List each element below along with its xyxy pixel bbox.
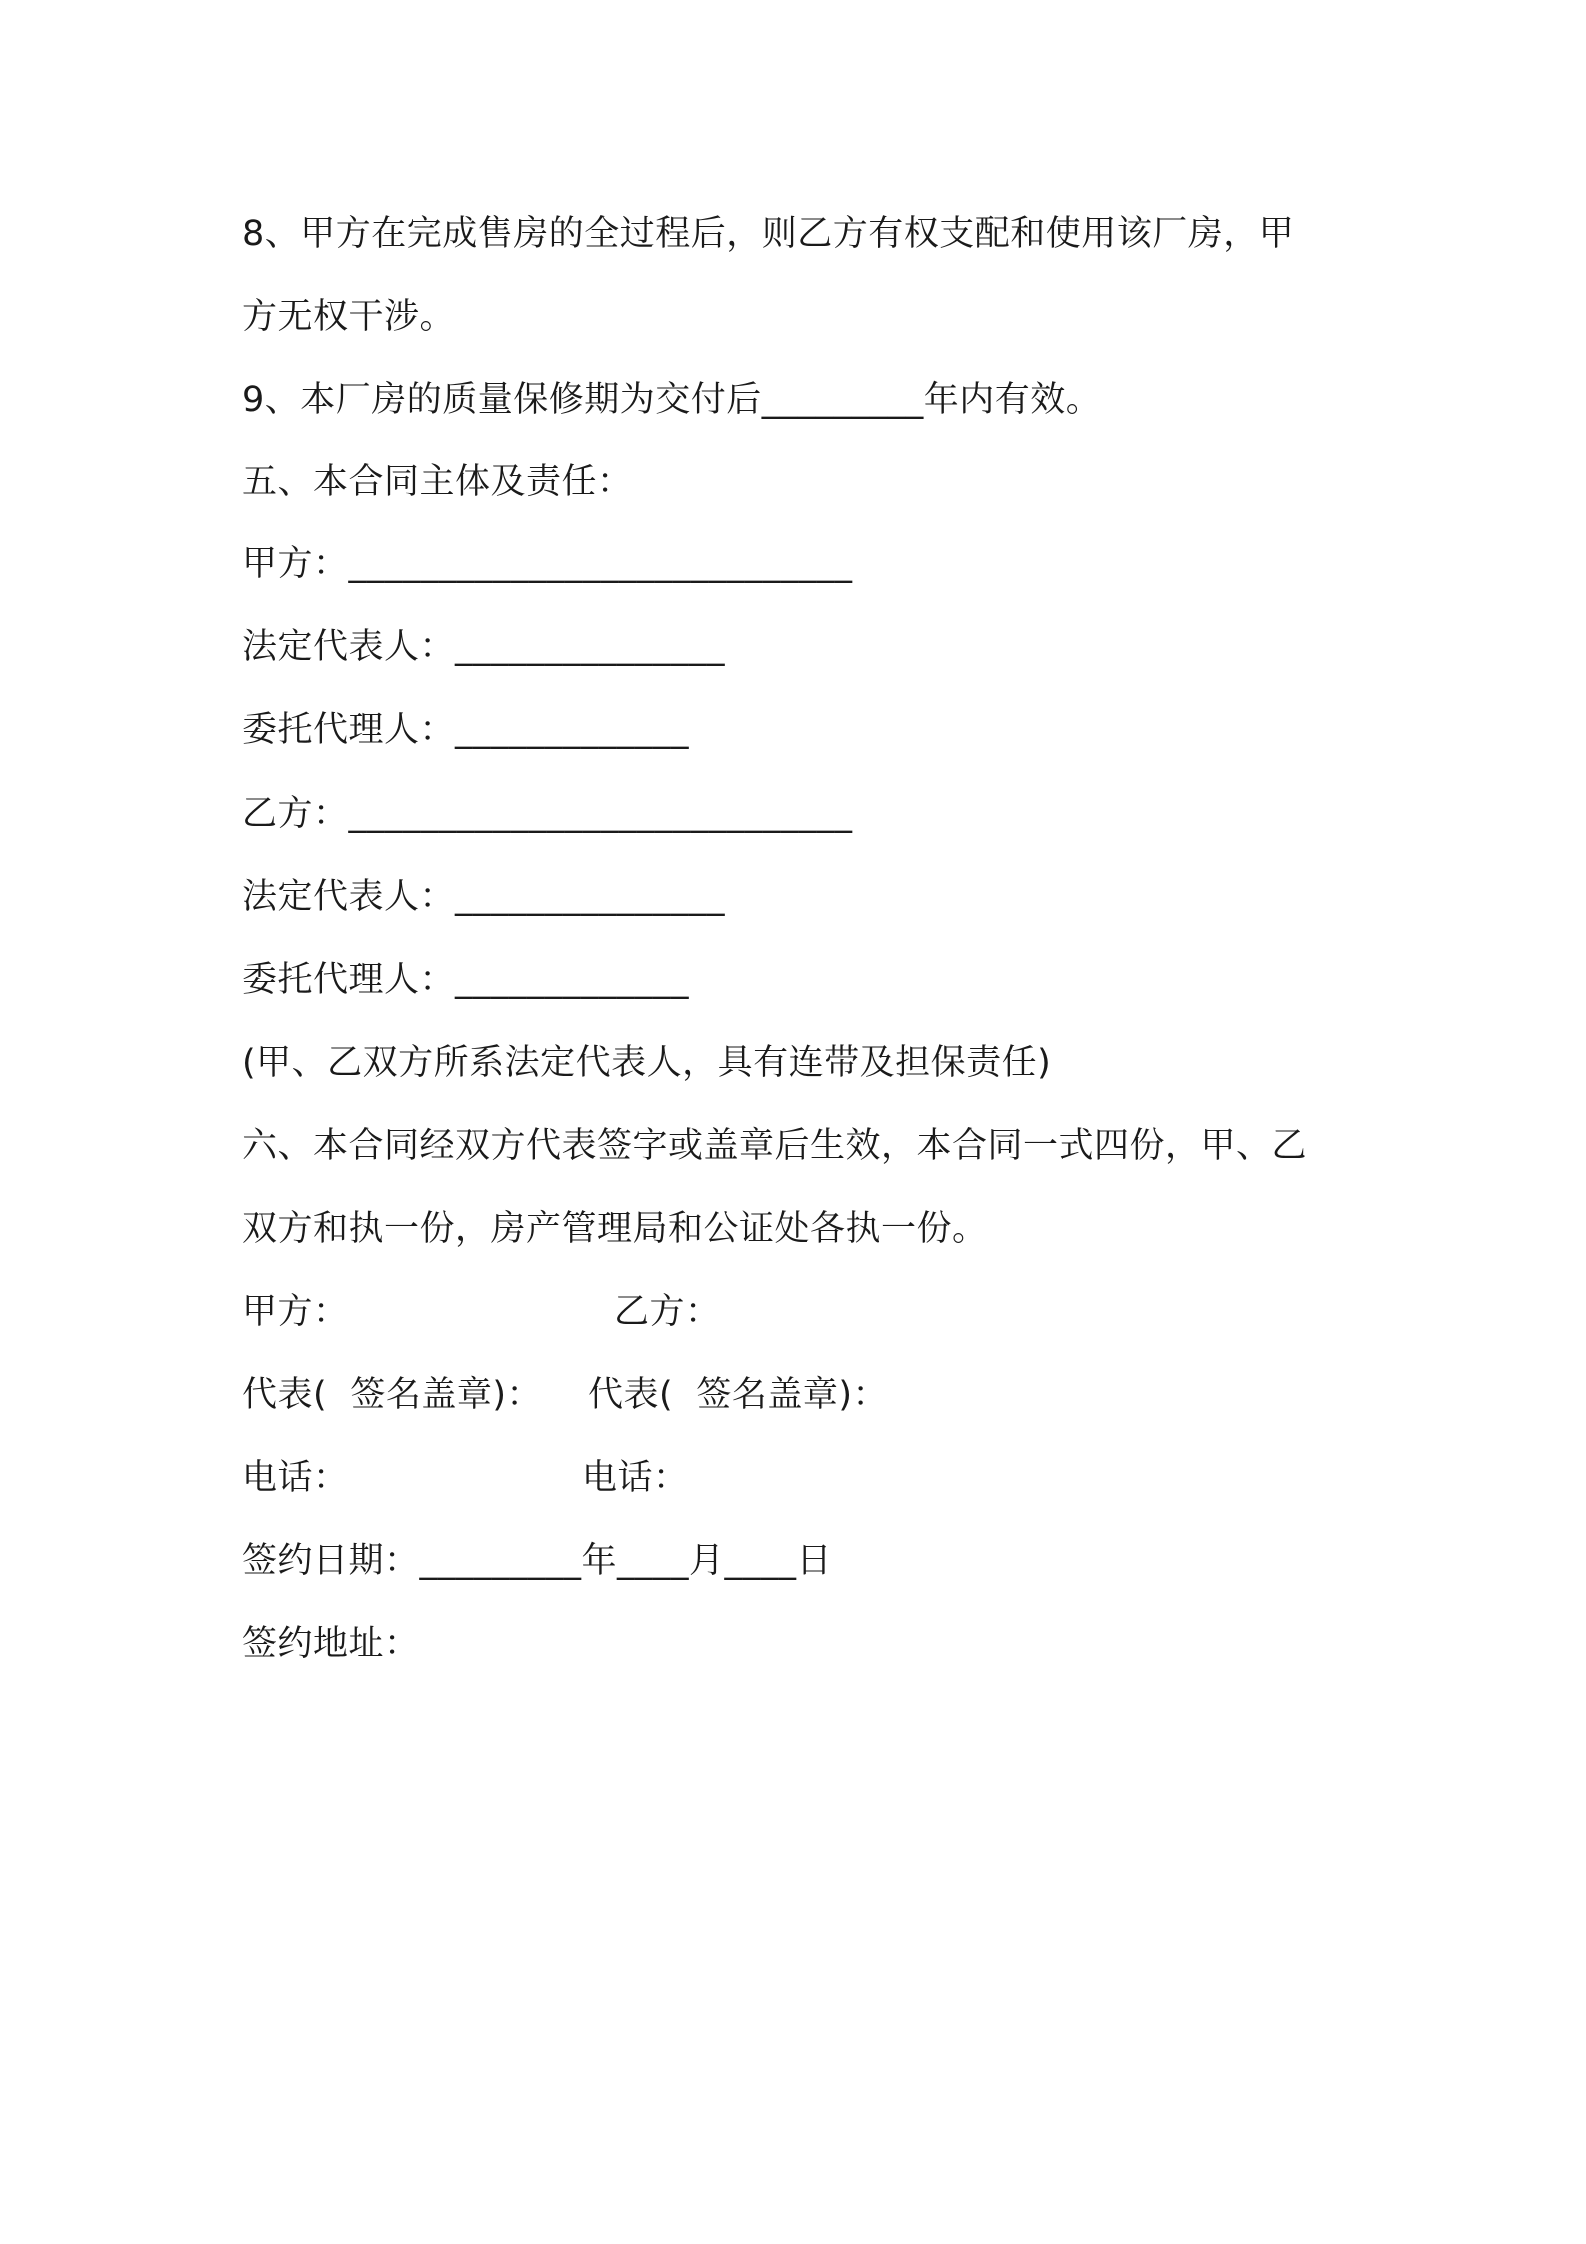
clause-9: 9、本厂房的质量保修期为交付后_________年内有效。 <box>242 380 1102 420</box>
signature-rep-a-label: 代表( 签名盖章)： <box>242 1375 543 1415</box>
party-a-legal-rep-field: 法定代表人：_______________ <box>242 627 726 667</box>
party-b-agent-field: 委托代理人：_____________ <box>242 960 690 1000</box>
section-6-line-1: 六、本合同经双方代表签字或盖章后生效，本合同一式四份，甲、乙 <box>242 1126 1308 1166</box>
signature-phone-b-label: 电话： <box>582 1458 689 1498</box>
party-a-agent-field: 委托代理人：_____________ <box>242 710 690 750</box>
party-b-legal-rep-field: 法定代表人：_______________ <box>242 877 726 917</box>
section-6-line-2: 双方和执一份，房产管理局和公证处各执一份。 <box>242 1209 988 1249</box>
signature-rep-b-label: 代表( 签名盖章)： <box>588 1375 889 1415</box>
party-b-field: 乙方：____________________________ <box>242 794 853 834</box>
signature-phone-a-label: 电话： <box>242 1458 349 1498</box>
signing-date-field: 签约日期：_________年____月____日 <box>242 1541 833 1581</box>
signature-party-a-label: 甲方： <box>242 1292 349 1332</box>
joint-liability-note: (甲、乙双方所系法定代表人，具有连带及担保责任) <box>242 1043 1052 1083</box>
clause-8-line-1: 8、甲方在完成售房的全过程后，则乙方有权支配和使用该厂房，甲 <box>242 214 1295 254</box>
party-a-field: 甲方：____________________________ <box>242 544 853 584</box>
signing-address-field: 签约地址： <box>242 1624 420 1664</box>
signature-party-b-label: 乙方： <box>614 1292 721 1332</box>
clause-8-line-2: 方无权干涉。 <box>242 297 456 337</box>
section-5-heading: 五、本合同主体及责任： <box>242 462 633 502</box>
